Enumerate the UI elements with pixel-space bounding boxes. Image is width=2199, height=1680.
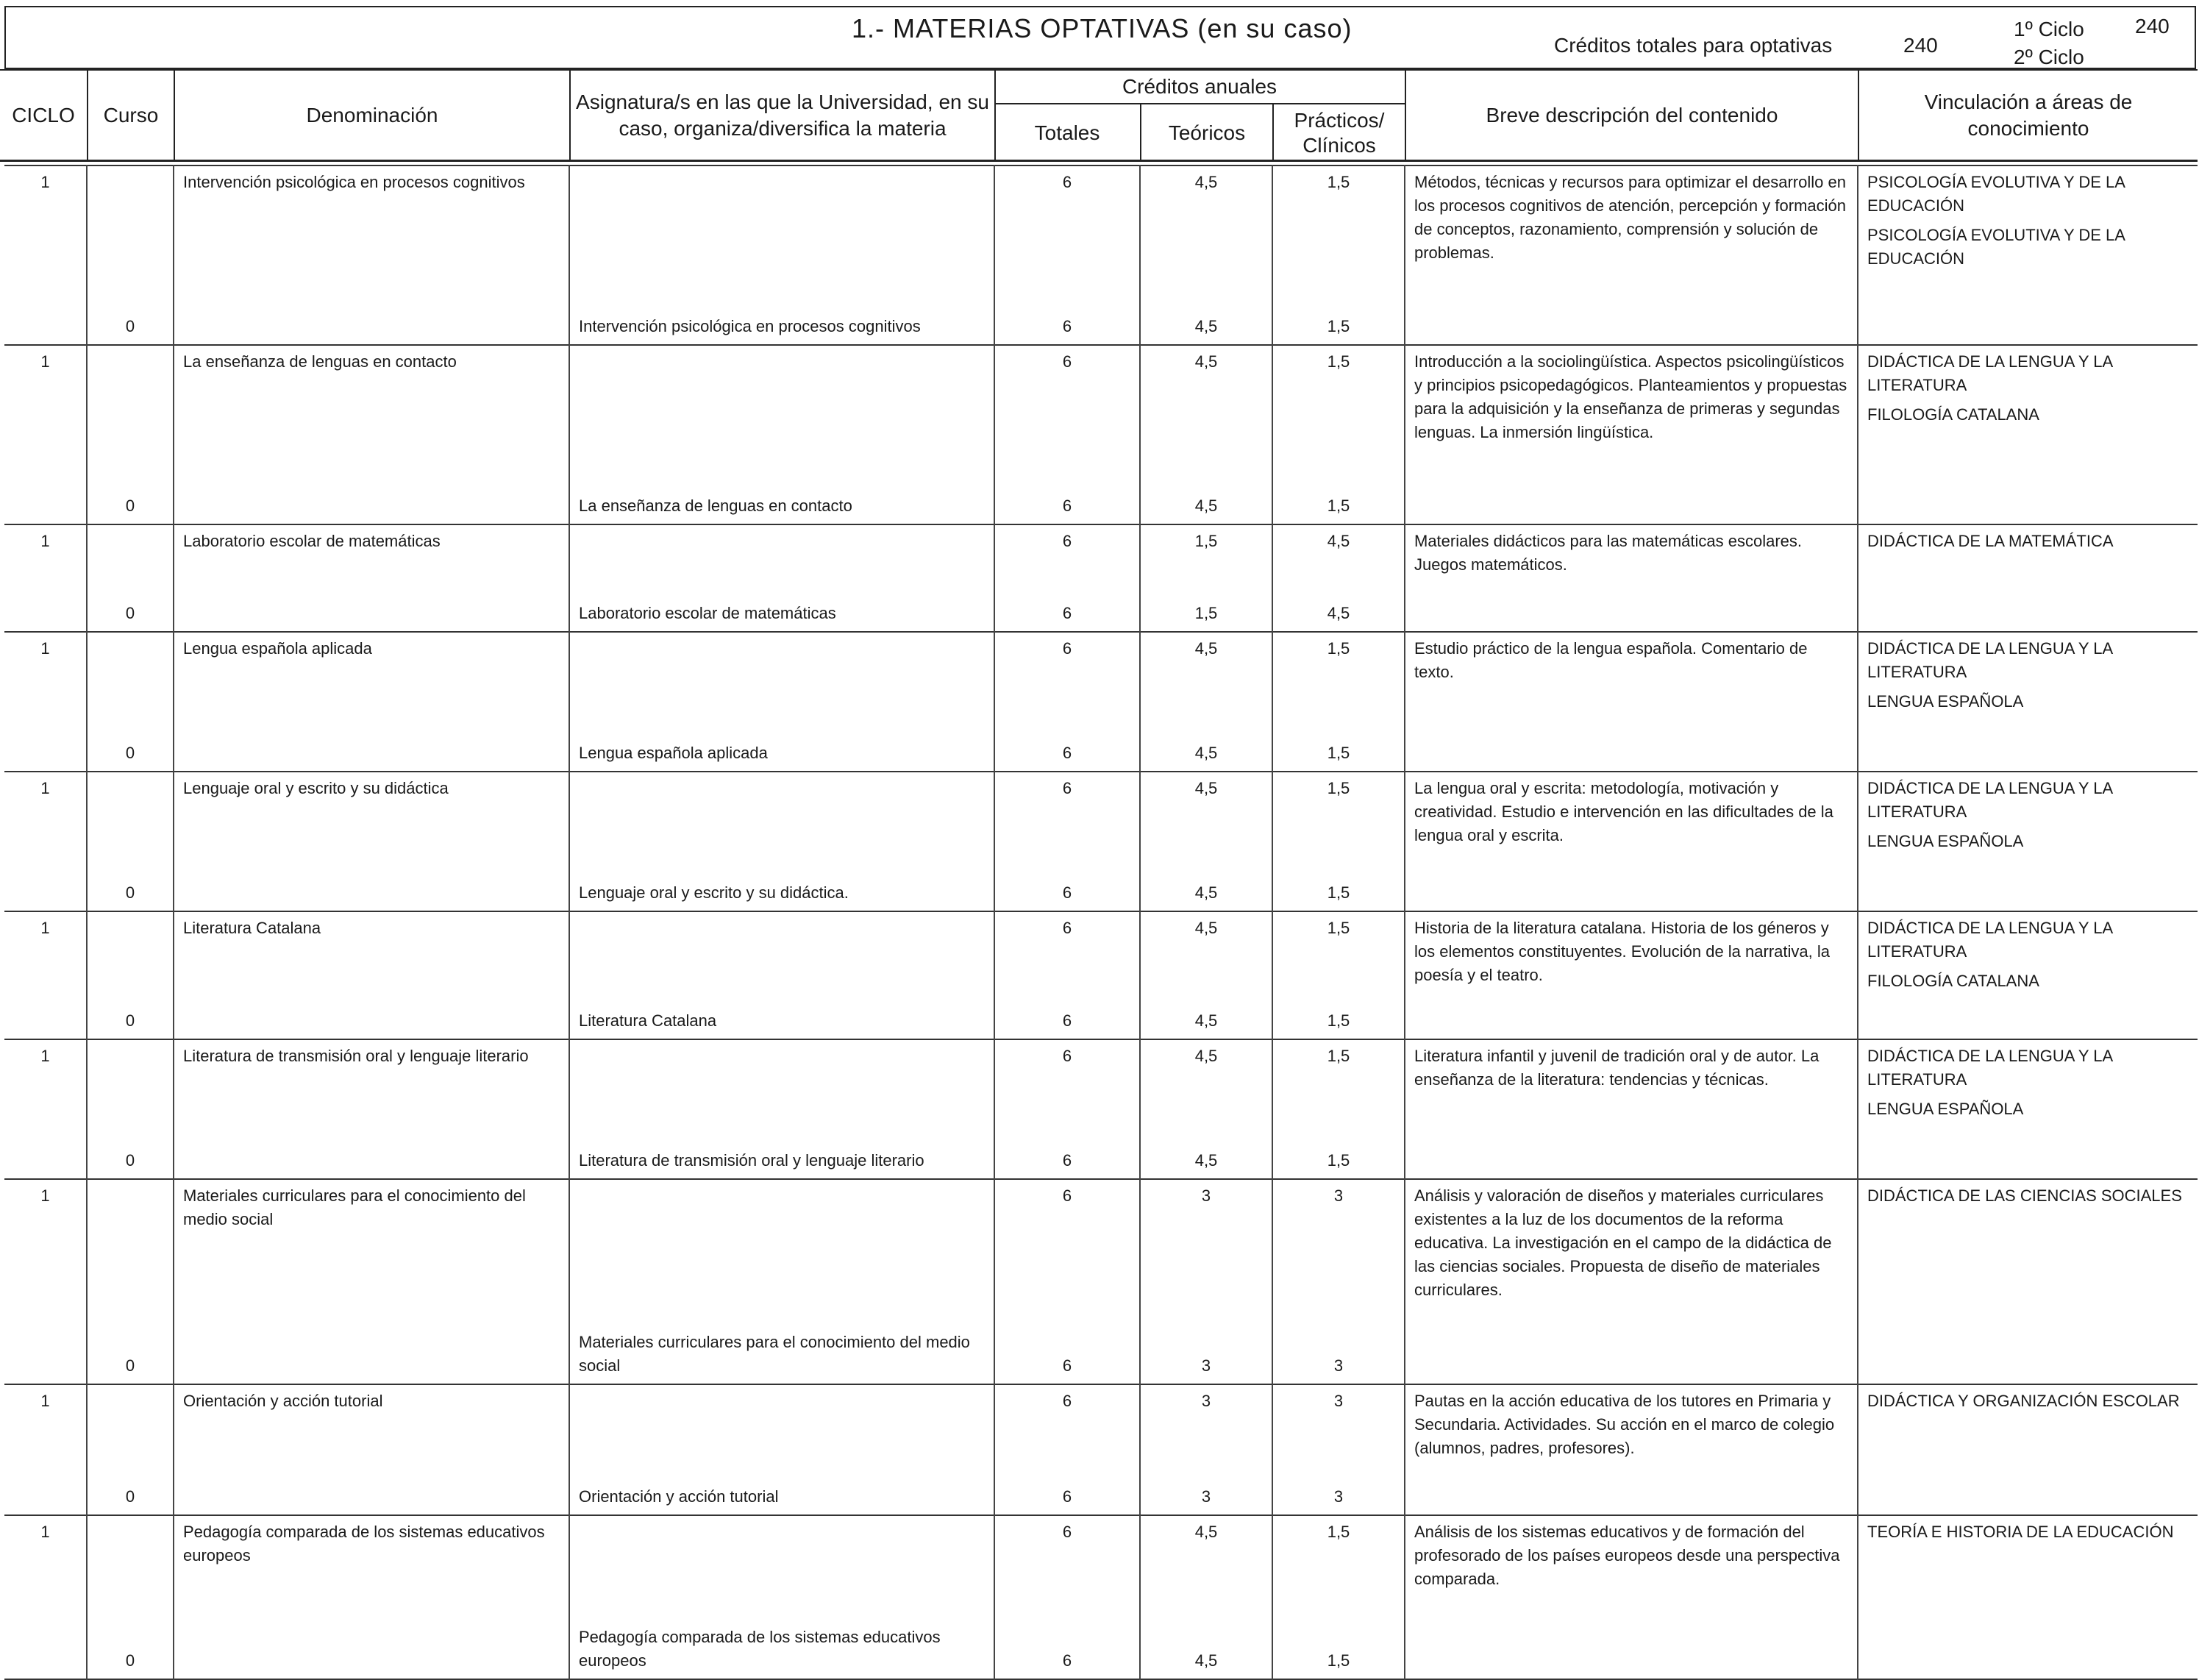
descripcion-cell: Introducción a la sociolingüística. Aspectos psicolingüísticos y principios psicopedagógicos. Planteamientos y propuestas para la adquisición y la enseñanza de primeras y segundas lenguas. La inmersión lingüística. [1405,345,1858,524]
table-row [4,524,2198,586]
teoricos-cell: 4,5 [1140,165,1272,299]
area-conocimiento: FILOLOGÍA CATALANA [1867,972,2039,990]
descripcion-cell: Análisis de los sistemas educativos y de formación del profesorado de los países europeos desde una perspectiva comparada. [1405,1515,1858,1679]
vinculacion-cell [1858,1039,2198,1179]
ciclo-cell: 1 [40,779,50,797]
asignatura-cell-empty [569,345,994,479]
descripcion-cell: Métodos, técnicas y recursos para optimizar el desarrollo en los procesos cognitivos de atención, percepción y formación de conceptos, razonamiento, comprensión y solución de problemas. [1405,165,1858,345]
teoricos-cell: 4,5 [1140,479,1272,524]
descripcion-cell: Análisis y valoración de diseños y materiales curriculares existentes a la luz de los documentos de la reforma educativa. La investigación en el campo de la didáctica de las ciencias sociales. Propuesta de diseño de materiales curriculares. [1405,1179,1858,1384]
asignatura-cell: Literatura de transmisión oral y lenguaje literario [569,1133,994,1179]
table-row [4,1039,2198,1133]
practicos-cell: 1,5 [1272,165,1405,299]
page-title: 1.- MATERIAS OPTATIVAS (en su caso) [852,13,1352,43]
vinculacion-cell [1858,772,2198,911]
totales-cell: 6 [994,1384,1140,1470]
table-row [4,345,2198,479]
practicos-cell: 3 [1272,1384,1405,1470]
asignatura-cell: Lenguaje oral y escrito y su didáctica. [569,866,994,911]
totales-cell: 6 [994,1179,1140,1326]
area-conocimiento: DIDÁCTICA DE LA LENGUA Y LA LITERATURA [1867,352,2112,394]
area-conocimiento: DIDÁCTICA DE LAS CIENCIAS SOCIALES [1867,1186,2182,1205]
ciclo-cell: 1 [40,639,50,658]
area-conocimiento: FILOLOGÍA CATALANA [1867,405,2039,424]
totales-cell: 6 [994,165,1140,299]
area-conocimiento: DIDÁCTICA DE LA LENGUA Y LA LITERATURA [1867,1047,2112,1089]
table-row [4,772,2198,866]
practicos-cell: 1,5 [1272,1621,1405,1679]
teoricos-cell: 4,5 [1140,1621,1272,1679]
col-curso: Curso [87,71,174,160]
curso-cell: 0 [87,1621,174,1679]
denominacion-cell: Literatura Catalana [174,911,569,1039]
asignatura-cell: La enseñanza de lenguas en contacto [569,479,994,524]
ciclo-cell-empty [4,299,87,345]
teoricos-cell: 4,5 [1140,299,1272,345]
totales-cell: 6 [994,299,1140,345]
denominacion-cell: Materiales curriculares para el conocimiento del medio social [174,1179,569,1384]
teoricos-cell: 4,5 [1140,632,1272,726]
table-row [4,632,2198,726]
ciclo2-label: 2º Ciclo [2014,46,2084,68]
vinculacion-cell [1858,632,2198,772]
ciclo-cell-empty [4,1621,87,1679]
area-conocimiento: DIDÁCTICA DE LA LENGUA Y LA LITERATURA [1867,779,2112,821]
curso-cell: 0 [87,866,174,911]
practicos-cell: 1,5 [1272,866,1405,911]
column-header [0,69,2198,162]
practicos-cell: 3 [1272,1470,1405,1515]
ciclo-cell: 1 [40,1523,50,1541]
creditos-anuales-header: Créditos anuales [994,71,1405,104]
teoricos-cell: 3 [1140,1326,1272,1384]
ciclo1-label: 1º Ciclo [2014,18,2084,40]
denominacion-cell: Pedagogía comparada de los sistemas educativos europeos [174,1515,569,1679]
area-conocimiento: LENGUA ESPAÑOLA [1867,1100,2024,1118]
asignatura-cell: Laboratorio escolar de matemáticas [569,586,994,632]
teoricos-cell: 4,5 [1140,1133,1272,1179]
denominacion-cell: Laboratorio escolar de matemáticas [174,524,569,632]
asignatura-cell-empty [569,1179,994,1326]
ciclo-cell: 1 [40,532,50,550]
practicos-cell: 1,5 [1272,772,1405,866]
curso-cell: 0 [87,726,174,772]
ciclo-cell: 1 [40,1186,50,1205]
teoricos-cell: 4,5 [1140,345,1272,479]
area-conocimiento: TEORÍA E HISTORIA DE LA EDUCACIÓN [1867,1523,2174,1541]
ciclo-cell: 1 [40,1392,50,1410]
curso-cell: 0 [87,1470,174,1515]
totales-cell: 6 [994,911,1140,994]
teoricos-cell: 4,5 [1140,726,1272,772]
teoricos-cell: 3 [1140,1179,1272,1326]
area-conocimiento: LENGUA ESPAÑOLA [1867,692,2024,711]
area-conocimiento: PSICOLOGÍA EVOLUTIVA Y DE LA EDUCACIÓN [1867,226,2125,268]
ciclo-cell: 1 [40,1047,50,1065]
vinculacion-cell [1858,911,2198,1039]
ciclo-cell: 1 [40,173,50,191]
teoricos-cell: 4,5 [1140,866,1272,911]
asignatura-cell-empty [569,524,994,586]
curso-cell-empty [87,1039,174,1133]
ciclo1-value: 240 [2135,15,2170,38]
practicos-cell: 1,5 [1272,1133,1405,1179]
denominacion-cell: La enseñanza de lenguas en contacto [174,345,569,524]
descripcion-cell: Materiales didácticos para las matemáticas escolares. Juegos matemáticos. [1405,524,1858,632]
vinculacion-cell [1858,345,2198,524]
teoricos-cell: 3 [1140,1384,1272,1470]
practicos-cell: 1,5 [1272,994,1405,1039]
teoricos-cell: 4,5 [1140,1515,1272,1621]
curso-cell-empty [87,911,174,994]
totales-cell: 6 [994,524,1140,586]
ciclo-cell: 1 [40,919,50,937]
totales-cell: 6 [994,1470,1140,1515]
teoricos-cell: 4,5 [1140,772,1272,866]
asignatura-cell-empty [569,1384,994,1470]
totales-cell: 6 [994,994,1140,1039]
practicos-cell: 1,5 [1272,1515,1405,1621]
practicos-cell: 1,5 [1272,479,1405,524]
col-teoricos: Teóricos [1140,104,1272,162]
col-descripcion: Breve descripción del contenido [1405,71,1858,160]
asignatura-cell: Materiales curriculares para el conocimiento del medio social [569,1326,994,1384]
totales-cell: 6 [994,1039,1140,1133]
vinculacion-cell [1858,524,2198,632]
practicos-cell: 1,5 [1272,632,1405,726]
descripcion-cell: Pautas en la acción educativa de los tutores en Primaria y Secundaria. Actividades. Su acción en el marco de colegio (alumnos, padres, profesores). [1405,1384,1858,1515]
practicos-cell: 4,5 [1272,524,1405,586]
area-conocimiento: LENGUA ESPAÑOLA [1867,832,2024,850]
asignatura-cell-empty [569,1515,994,1621]
practicos-cell: 3 [1272,1179,1405,1326]
descripcion-cell: La lengua oral y escrita: metodología, motivación y creatividad. Estudio e intervención en las dificultades de la lengua oral y escrita. [1405,772,1858,911]
ciclo-cell-empty [4,994,87,1039]
table-row [4,1384,2198,1470]
ciclo-cell-empty [4,726,87,772]
col-vinculacion: Vinculación a áreas de conocimiento [1858,71,2198,160]
table-row [4,1179,2198,1326]
ciclo-cell-empty [4,1133,87,1179]
creditos-totales-label: Créditos totales para optativas [1554,34,1833,57]
practicos-cell: 1,5 [1272,726,1405,772]
curso-cell-empty [87,1515,174,1621]
curso-cell: 0 [87,299,174,345]
totales-cell: 6 [994,1133,1140,1179]
asignatura-cell-empty [569,165,994,299]
teoricos-cell: 1,5 [1140,524,1272,586]
totales-cell: 6 [994,1326,1140,1384]
denominacion-cell: Lenguaje oral y escrito y su didáctica [174,772,569,911]
teoricos-cell: 3 [1140,1470,1272,1515]
descripcion-cell: Estudio práctico de la lengua española. Comentario de texto. [1405,632,1858,772]
curso-cell: 0 [87,994,174,1039]
asignatura-cell: Literatura Catalana [569,994,994,1039]
ciclo-cell-empty [4,866,87,911]
curso-cell-empty [87,524,174,586]
col-ciclo: CICLO [12,103,75,127]
curso-cell: 0 [87,586,174,632]
totales-cell: 6 [994,1621,1140,1679]
area-conocimiento: DIDÁCTICA DE LA LENGUA Y LA LITERATURA [1867,919,2112,961]
creditos-totales-value: 240 [1903,34,1938,57]
table-row [4,165,2198,299]
asignatura-cell-empty [569,632,994,726]
denominacion-cell: Intervención psicológica en procesos cognitivos [174,165,569,345]
totales-cell: 6 [994,1515,1140,1621]
table-row [4,911,2198,994]
totales-cell: 6 [994,586,1140,632]
denominacion-cell: Lengua española aplicada [174,632,569,772]
ciclo-cell-empty [4,586,87,632]
teoricos-cell: 4,5 [1140,994,1272,1039]
vinculacion-cell [1858,1384,2198,1515]
asignatura-cell-empty [569,911,994,994]
asignatura-cell: Lengua española aplicada [569,726,994,772]
practicos-cell: 1,5 [1272,299,1405,345]
teoricos-cell: 4,5 [1140,911,1272,994]
area-conocimiento: DIDÁCTICA DE LA MATEMÁTICA [1867,532,2114,550]
col-asignatura: Asignatura/s en las que la Universidad, en su caso, organiza/diversifica la materia [569,71,994,160]
teoricos-cell: 4,5 [1140,1039,1272,1133]
totales-cell: 6 [994,632,1140,726]
denominacion-cell: Literatura de transmisión oral y lenguaje literario [174,1039,569,1179]
teoricos-cell: 1,5 [1140,586,1272,632]
descripcion-cell: Literatura infantil y juvenil de tradición oral y de autor. La enseñanza de la literatura: tendencias y técnicas. [1405,1039,1858,1179]
area-conocimiento: DIDÁCTICA DE LA LENGUA Y LA LITERATURA [1867,639,2112,681]
ciclo-cell-empty [4,1326,87,1384]
totales-cell: 6 [994,479,1140,524]
table-row [4,1515,2198,1621]
practicos-cell: 4,5 [1272,586,1405,632]
curso-cell-empty [87,1384,174,1470]
denominacion-cell: Orientación y acción tutorial [174,1384,569,1515]
totales-cell: 6 [994,345,1140,479]
curso-cell: 0 [87,479,174,524]
area-conocimiento: PSICOLOGÍA EVOLUTIVA Y DE LA EDUCACIÓN [1867,173,2125,215]
totales-cell: 6 [994,866,1140,911]
curso-cell-empty [87,772,174,866]
practicos-cell: 1,5 [1272,345,1405,479]
asignatura-cell: Intervención psicológica en procesos cognitivos [569,299,994,345]
curso-cell-empty [87,345,174,479]
asignatura-cell: Pedagogía comparada de los sistemas educativos europeos [569,1621,994,1679]
curso-cell: 0 [87,1133,174,1179]
asignatura-cell: Orientación y acción tutorial [569,1470,994,1515]
practicos-cell: 3 [1272,1326,1405,1384]
practicos-cell: 1,5 [1272,911,1405,994]
totales-cell: 6 [994,772,1140,866]
practicos-cell: 1,5 [1272,1039,1405,1133]
descripcion-cell: Historia de la literatura catalana. Historia de los géneros y los elementos constituyentes. Evolución de la narrativa, la poesía y el teatro. [1405,911,1858,1039]
curso-cell-empty [87,165,174,299]
document-header [4,6,2196,69]
ciclo-cell-empty [4,1470,87,1515]
col-totales: Totales [1034,121,1100,144]
asignatura-cell-empty [569,772,994,866]
curso-cell-empty [87,1179,174,1326]
curso-cell-empty [87,632,174,726]
vinculacion-cell [1858,1179,2198,1384]
ciclo-cell: 1 [40,352,50,371]
col-denominacion: Denominación [174,71,569,160]
curso-cell: 0 [87,1326,174,1384]
asignatura-cell-empty [569,1039,994,1133]
vinculacion-cell [1858,165,2198,345]
col-practicos: Prácticos/ Clínicos [1272,104,1405,162]
area-conocimiento: DIDÁCTICA Y ORGANIZACIÓN ESCOLAR [1867,1392,2180,1410]
vinculacion-cell [1858,1515,2198,1679]
materias-table [4,165,2198,1680]
totales-cell: 6 [994,726,1140,772]
ciclo-cell-empty [4,479,87,524]
